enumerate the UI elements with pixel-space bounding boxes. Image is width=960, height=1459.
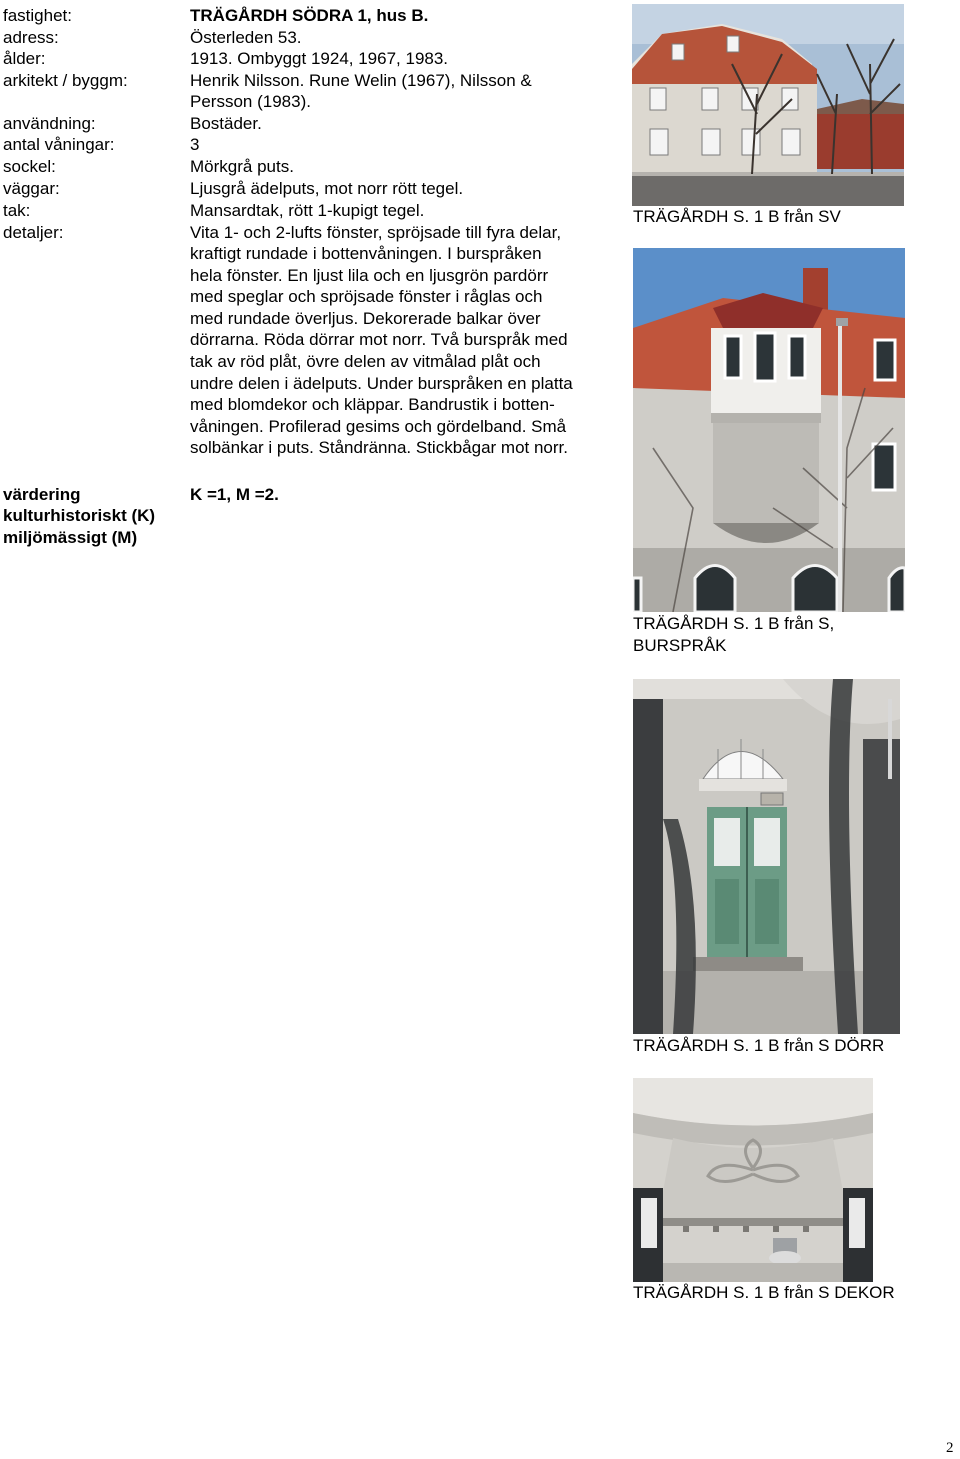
value-vaggar: Ljusgrå ädelputs, mot norr rött tegel. [190,179,464,198]
caption-photo-2-line1: TRÄGÅRDH S. 1 B från S, [633,614,835,633]
label-arkitekt: arkitekt / byggm: [3,71,128,90]
label-tak: tak: [3,201,31,220]
valuation-heading: värdering [3,485,81,504]
label-vaggar: väggar: [3,179,60,198]
value-alder: 1913. Ombyggt 1924, 1967, 1983. [190,49,449,68]
detaljer-line: våningen. Profilerad gesims och gördelband. Små [190,417,567,436]
detaljer-line: hela fönster. En ljust lila och en ljusgrön pardörr [190,266,549,285]
valuation-m-label: miljömässigt (M) [3,528,138,547]
detaljer-line: med rundade överljus. Dekorerade balkar över [190,309,541,328]
detaljer-line: dörrarna. Röda dörrar mot norr. Två burspråk med [190,330,568,349]
detaljer-line: med blomdekor och kläppar. Bandrustik i botten- [190,395,555,414]
valuation-value: K =1, M =2. [190,485,279,504]
label-vaningar: antal våningar: [3,135,115,154]
value-sockel: Mörkgrå puts. [190,157,294,176]
label-fastighet: fastighet: [3,6,72,25]
detaljer-line: solbänkar i puts. Ståndränna. Stickbågar mot norr. [190,438,568,457]
label-detaljer: detaljer: [3,223,64,242]
label-alder: ålder: [3,49,46,68]
caption-photo-2-line2: BURSPRÅK [633,636,727,655]
value-vaningar: 3 [190,135,200,154]
valuation-k-label: kulturhistoriskt (K) [3,506,156,525]
caption-photo-3: TRÄGÅRDH S. 1 B från S DÖRR [633,1036,885,1055]
value-fastighet: TRÄGÅRDH SÖDRA 1, hus B. [190,6,429,25]
page-number: 2 [946,1440,954,1456]
caption-photo-1: TRÄGÅRDH S. 1 B från SV [633,207,841,226]
detaljer-line: tak av röd plåt, övre delen av vitmålad plåt och [190,352,541,371]
value-anvandning: Bostäder. [190,114,262,133]
detaljer-line: med speglar och spröjsade fönster i råglas och [190,287,543,306]
detaljer-line: kraftigt rundade i bottenvåningen. I burspråken [190,244,542,263]
detaljer-line: undre delen i ädelputs. Under burspråken en platta [190,374,573,393]
value-tak: Mansardtak, rött 1-kupigt tegel. [190,201,425,220]
value-adress: Österleden 53. [190,28,302,47]
photo-bay-window [633,248,905,612]
value-detaljer: Vita 1- och 2-lufts fönster, spröjsade till fyra delar, [190,223,562,242]
value-arkitekt-cont: Persson (1983). [190,92,311,111]
photo-building-sv [632,4,904,206]
photo-decor [633,1078,873,1282]
label-anvandning: användning: [3,114,96,133]
value-arkitekt: Henrik Nilsson. Rune Welin (1967), Nilsson & [190,71,532,90]
label-sockel: sockel: [3,157,56,176]
photo-door [633,679,900,1034]
label-adress: adress: [3,28,59,47]
caption-photo-4: TRÄGÅRDH S. 1 B från S DEKOR [633,1283,895,1302]
